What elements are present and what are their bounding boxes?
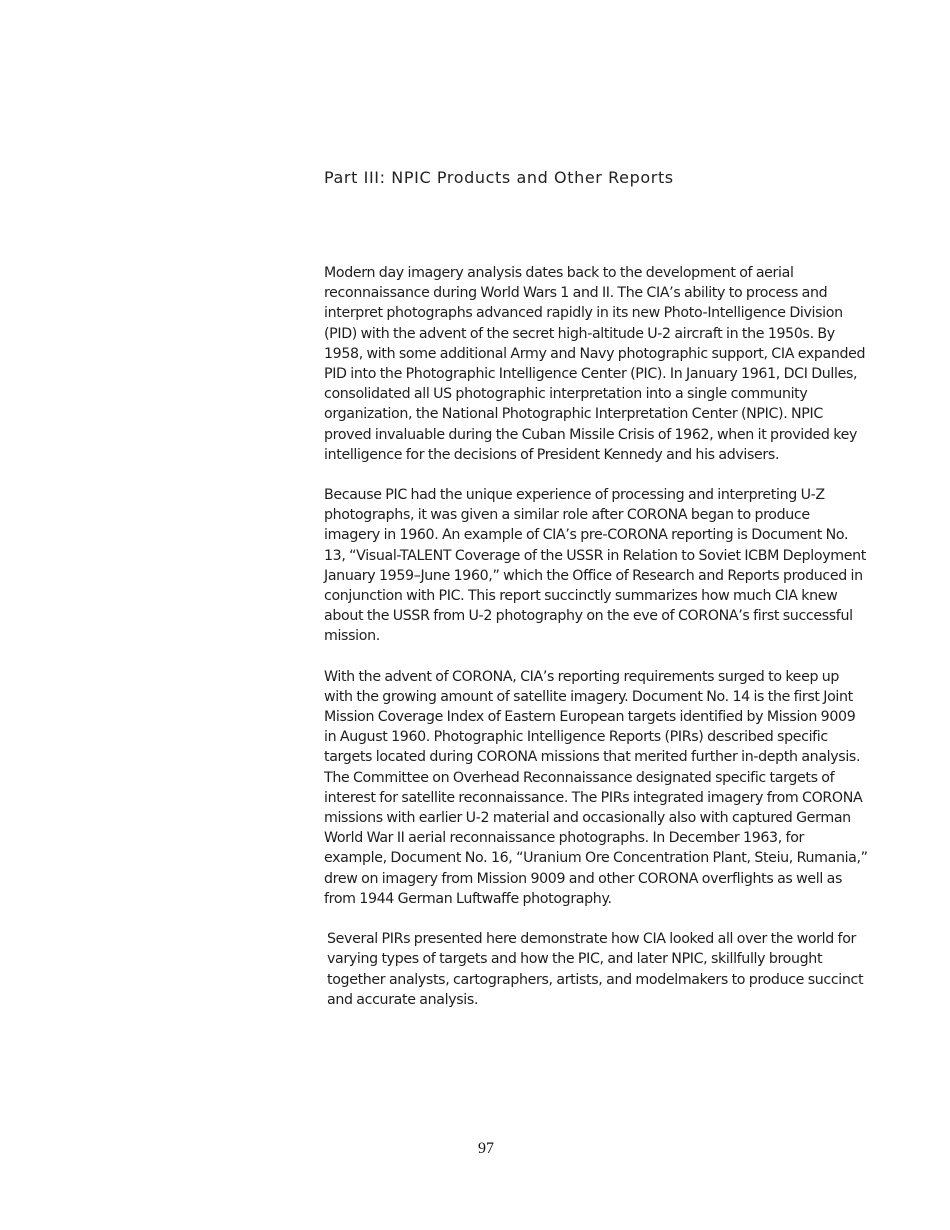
paragraph-3: With the advent of CORONA, CIA’s reporting requirements surged to keep up with the growing amount of satellite imagery. Document No. 14 is the first Joint Mission Coverage Index of Eastern European targets identified by Mission 9009 in August 1960. Photographic Intelligence Reports (PIRs) described specific targets located during CORONA missions that merited further in-depth analysis. The Committee on Overhead Reconnaissance designated specific targets of interest for satellite reconnaissance. The PIRs integrated imagery from CORONA missions with earlier U-2 material and occasionally also with captured German World War II aerial reconnaissance photographs. In December 1963, for example, Document No. 16, “Uranium Ore Concentration Plant, Steiu, Rumania,” drew on imagery from Mission 9009 and other CORONA overflights as well as from 1944 German Luftwaffe photography. [324, 668, 868, 907]
body-text [324, 263, 869, 1010]
page-number: 97 [478, 1140, 494, 1157]
paragraph-1: Modern day imagery analysis dates back to the development of aerial reconnaissance during World Wars 1 and II. The CIA’s ability to process and interpret photographs advanced rapidly in its new Photo-Intelligence Division (PID) with the advent of the secret high-altitude U-2 aircraft in the 1950s. By 1958, with some additional Army and Navy photographic support, CIA expanded PID into the Photographic Intelligence Center (PIC). In January 1961, DCI Dulles, consolidated all US photographic interpretation into a single community organization, the National Photographic Interpretation Center (NPIC). NPIC proved invaluable during the Cuban Missile Crisis of 1962, when it provided key intelligence for the decisions of President Kennedy and his advisers. [324, 265, 866, 463]
paragraph-2: Because PIC had the unique experience of processing and interpreting U-Z photographs, it was given a similar role after CORONA began to produce imagery in 1960. An example of CIA’s pre-CORONA reporting is Document No. 13, “Visual-TALENT Coverage of the USSR in Relation to Soviet ICBM Deployment January 1959–June 1960,” which the Office of Research and Reports produced in conjunction with PIC. This report succinctly summarizes how much CIA knew about the USSR from U-2 photography on the eve of CORONA’s first successful mission. [324, 487, 866, 645]
paragraph-4: Several PIRs presented here demonstrate how CIA looked all over the world for varying types of targets and how the PIC, and later NPIC, skillfully brought together analysts, cartographers, artists, and modelmakers to produce succinct and accurate analysis. [327, 931, 864, 1008]
page-title: Part III: NPIC Products and Other Reports [324, 168, 674, 187]
